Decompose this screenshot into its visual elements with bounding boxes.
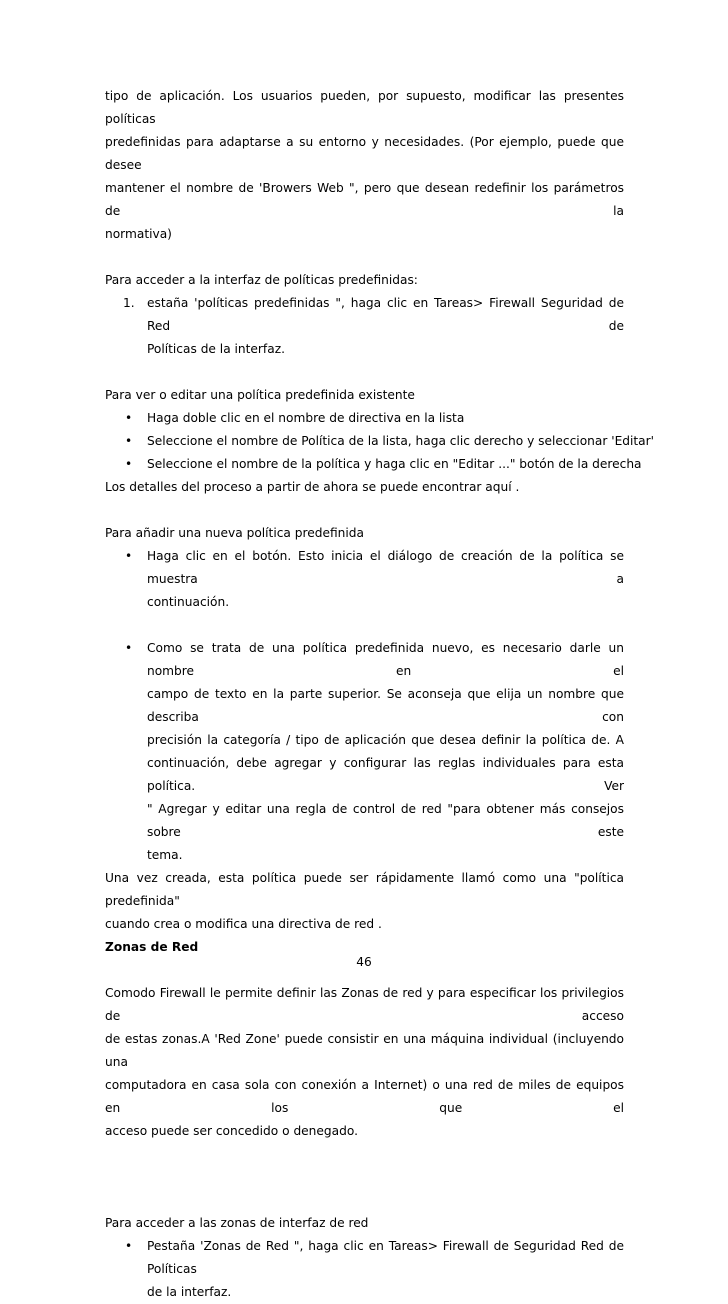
list-item-line-2: Políticas de la interfaz. xyxy=(147,342,285,356)
intro-line-2: predefinidas para adaptarse a su entorno y necesidades. (Por ejemplo, puede que desee xyxy=(105,135,624,172)
page-number: 46 xyxy=(356,955,372,969)
bullet-line-5: " Agregar y editar una regla de control de red "para obtener más consejos sobre este xyxy=(147,802,624,839)
bullet-text: Seleccione el nombre de la política y haga clic en "Editar ..." botón de la derecha xyxy=(147,457,642,471)
bullet-line-2: continuación. xyxy=(147,595,230,609)
zones-access-heading: Para acceder a las zonas de interfaz de red xyxy=(105,1216,369,1230)
bullet-text: Seleccione el nombre de Política de la lista, haga clic derecho y seleccionar 'Editar' xyxy=(147,434,655,448)
bullet-item xyxy=(105,453,642,476)
bullet-icon: • xyxy=(125,457,133,471)
bullet-line-1: Pestaña 'Zonas de Red ", haga clic en Tareas> Firewall de Seguridad Red de Políticas xyxy=(147,1239,624,1276)
add-new-heading: Para añadir una nueva política predefinida xyxy=(105,526,364,540)
intro-line-1: tipo de aplicación. Los usuarios pueden, por supuesto, modificar las presentes políticas xyxy=(105,89,624,126)
view-edit-heading: Para ver o editar una política predefinida existente xyxy=(105,388,415,402)
bullet-item xyxy=(105,1235,624,1304)
intro-line-4: normativa) xyxy=(105,227,172,241)
zones-paragraph-line-3: computadora en casa sola con conexión a Internet) o una red de miles de equipos en los que el xyxy=(105,1078,624,1115)
access-heading: Para acceder a la interfaz de políticas predefinidas: xyxy=(105,273,418,287)
bullet-icon: • xyxy=(125,1239,133,1253)
zones-paragraph-line-1: Comodo Firewall le permite definir las Zonas de red y para especificar los privilegios de acceso xyxy=(105,986,624,1023)
bullet-icon: • xyxy=(125,549,133,563)
bullet-line-1: Haga clic en el botón. Esto inicia el diálogo de creación de la política se muestra a xyxy=(147,549,624,586)
list-item-line-1: estaña 'políticas predefinidas ", haga clic en Tareas> Firewall Seguridad de Red de xyxy=(147,296,624,333)
bullet-item xyxy=(105,637,624,867)
bullet-line-1: Como se trata de una política predefinida nuevo, es necesario darle un nombre en el xyxy=(147,641,624,678)
bullet-line-4: continuación, debe agregar y configurar las reglas individuales para esta política. Ver xyxy=(147,756,624,793)
numbered-list-item xyxy=(105,292,624,361)
bullet-text: Haga doble clic en el nombre de directiva en la lista xyxy=(147,411,465,425)
bullet-item xyxy=(105,407,624,430)
bullet-line-2: de la interfaz. xyxy=(147,1285,232,1299)
intro-line-3: mantener el nombre de 'Browers Web ", pero que desean redefinir los parámetros de la xyxy=(105,181,624,218)
bullet-item xyxy=(105,545,624,614)
section-title: Zonas de Red xyxy=(105,940,199,954)
bullet-line-3: precisión la categoría / tipo de aplicación que desea definir la política de. A xyxy=(147,733,624,747)
after-creation-line-1: Una vez creada, esta política puede ser rápidamente llamó como una "política predefinida" xyxy=(105,871,624,908)
zones-paragraph-line-4: acceso puede ser concedido o denegado. xyxy=(105,1124,358,1138)
bullet-item xyxy=(105,430,655,453)
zones-paragraph-line-2: de estas zonas.A 'Red Zone' puede consistir en una máquina individual (incluyendo una xyxy=(105,1032,624,1069)
bullet-icon: • xyxy=(125,434,133,448)
details-text: Los detalles del proceso a partir de ahora se puede encontrar aquí . xyxy=(105,480,520,494)
bullet-icon: • xyxy=(125,641,133,655)
after-creation-line-2: cuando crea o modifica una directiva de red . xyxy=(105,917,382,931)
document-body xyxy=(105,85,655,1304)
list-number: 1. xyxy=(123,296,135,310)
bullet-line-6: tema. xyxy=(147,848,183,862)
bullet-line-2: campo de texto en la parte superior. Se aconseja que elija un nombre que describa con xyxy=(147,687,624,724)
bullet-icon: • xyxy=(125,411,133,425)
